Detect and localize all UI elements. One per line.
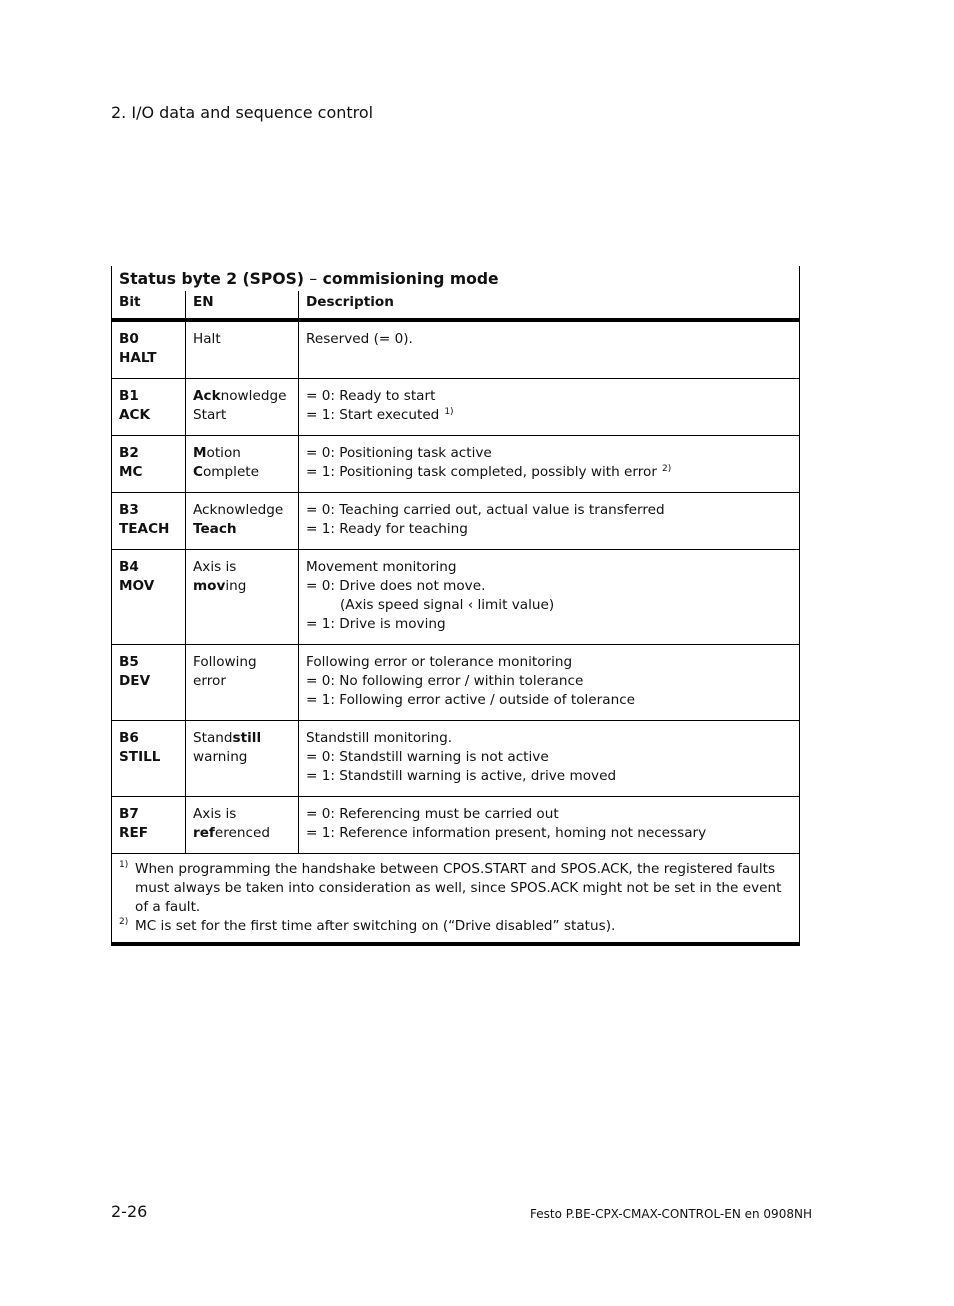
en-line (193, 387, 292, 406)
description-text: = 1: Positioning task completed, possibly with error (306, 464, 657, 480)
bit-number: B1 (119, 388, 139, 404)
bit-cell (112, 320, 186, 379)
footnote-ref: 1) (444, 407, 454, 417)
en-cell (186, 721, 299, 797)
description-line (306, 444, 793, 463)
header-bit: Bit (112, 291, 186, 320)
description-cell (299, 645, 800, 721)
en-abbrev: still (232, 730, 262, 746)
table-row (112, 493, 800, 550)
description-line (306, 406, 793, 425)
table-row (112, 645, 800, 721)
bit-number: B2 (119, 445, 139, 461)
description-text: = 1: Following error active / outside of tolerance (306, 692, 636, 708)
description-line (306, 672, 793, 691)
footnote (119, 860, 793, 917)
en-text: Axis is (193, 806, 237, 822)
description-cell (299, 550, 800, 645)
en-line (193, 805, 292, 824)
description-line (306, 748, 793, 767)
en-cell (186, 797, 299, 854)
bit-name: REF (119, 825, 149, 841)
en-line (193, 558, 292, 596)
bit-name: HALT (119, 350, 157, 366)
footnote (119, 917, 793, 936)
table-title-main: Status byte 2 (SPOS) (119, 270, 304, 288)
footnote-mark: 2) (119, 917, 129, 927)
bit-cell (112, 379, 186, 436)
en-text: warning (193, 749, 248, 765)
en-cell (186, 320, 299, 379)
description-line (306, 463, 793, 482)
footnote-text: When programming the handshake between CPOS.START and SPOS.ACK, the registered faults must always be taken into consideration as well, since SPOS.ACK might not be set in the event of a fault. (135, 861, 782, 915)
bit-name: MOV (119, 578, 155, 594)
en-text: Axis is (193, 559, 237, 575)
description-text: Reserved (= 0). (306, 331, 413, 347)
en-cell (186, 436, 299, 493)
table-row (112, 320, 800, 379)
bit-number: B7 (119, 806, 139, 822)
en-cell (186, 493, 299, 550)
description-text: Movement monitoring (306, 559, 457, 575)
en-abbrev: Ack (193, 388, 221, 404)
status-byte-table (111, 266, 800, 946)
table-row (112, 797, 800, 854)
description-text: = 0: No following error / within tolerance (306, 673, 584, 689)
en-text: omplete (202, 464, 260, 480)
en-abbrev: C (193, 464, 203, 480)
footnotes (112, 854, 800, 945)
table-row (112, 436, 800, 493)
en-line (193, 653, 292, 672)
description-line (306, 615, 793, 634)
table-row (112, 550, 800, 645)
description-line (306, 653, 793, 672)
description-text: = 0: Standstill warning is not active (306, 749, 549, 765)
bit-name: DEV (119, 673, 151, 689)
bit-cell (112, 550, 186, 645)
bit-number: B5 (119, 654, 139, 670)
bit-cell (112, 797, 186, 854)
table-row (112, 721, 800, 797)
en-text: Stand (193, 730, 233, 746)
bit-name: STILL (119, 749, 161, 765)
table-title-dash: – (309, 270, 318, 288)
section-heading: 2. I/O data and sequence control (111, 103, 374, 122)
description-cell (299, 436, 800, 493)
en-cell (186, 379, 299, 436)
footnote-text: MC is set for the first time after switching on (“Drive disabled” status). (135, 918, 616, 934)
description-text: = 0: Teaching carried out, actual value is transferred (306, 502, 665, 518)
description-text: (Axis speed signal ‹ limit value) (340, 597, 555, 613)
description-line (306, 596, 793, 615)
en-text: erenced (214, 825, 270, 841)
description-text: = 1: Standstill warning is active, drive moved (306, 768, 617, 784)
en-text: Start (193, 407, 227, 423)
description-text: = 0: Referencing must be carried out (306, 806, 559, 822)
footnotes-row (112, 854, 800, 945)
description-text: = 0: Ready to start (306, 388, 436, 404)
description-line (306, 501, 793, 520)
en-line (193, 444, 292, 463)
bit-number: B3 (119, 502, 139, 518)
table-title-row (112, 266, 800, 291)
description-line (306, 729, 793, 748)
bit-name: MC (119, 464, 143, 480)
en-line (193, 672, 292, 691)
description-text: = 0: Positioning task active (306, 445, 492, 461)
en-line (193, 501, 292, 520)
en-text: Acknowledge (193, 502, 284, 518)
bit-number: B6 (119, 730, 139, 746)
description-text: Standstill monitoring. (306, 730, 453, 746)
description-line (306, 387, 793, 406)
en-abbrev: mov (193, 578, 226, 594)
bit-number: B4 (119, 559, 139, 575)
table-row (112, 379, 800, 436)
description-cell (299, 721, 800, 797)
description-text: = 1: Reference information present, homing not necessary (306, 825, 707, 841)
header-en: EN (186, 291, 299, 320)
page-number: 2-26 (111, 1202, 148, 1221)
en-line (193, 748, 292, 767)
en-line (193, 463, 292, 482)
en-line (193, 729, 292, 748)
en-cell (186, 550, 299, 645)
description-line (306, 691, 793, 710)
description-cell (299, 379, 800, 436)
description-line (306, 767, 793, 786)
en-text: error (193, 673, 226, 689)
en-abbrev: ref (193, 825, 215, 841)
description-cell (299, 797, 800, 854)
document-reference: Festo P.BE-CPX-CMAX-CONTROL-EN en 0908NH (530, 1207, 812, 1221)
en-line (193, 824, 292, 843)
description-text: = 1: Start executed (306, 407, 440, 423)
table-title (112, 266, 800, 291)
bit-number: B0 (119, 331, 139, 347)
bit-name: TEACH (119, 521, 170, 537)
description-text: = 1: Drive is moving (306, 616, 446, 632)
description-text: = 1: Ready for teaching (306, 521, 468, 537)
en-text: nowledge (220, 388, 287, 404)
description-cell (299, 493, 800, 550)
description-line (306, 520, 793, 539)
en-text: Halt (193, 331, 221, 347)
en-line (193, 520, 292, 539)
description-cell (299, 320, 800, 379)
en-abbrev: M (193, 445, 207, 461)
en-line (193, 330, 292, 349)
description-line (306, 805, 793, 824)
footnote-ref: 2) (661, 464, 672, 474)
bit-cell (112, 645, 186, 721)
table-title-suffix: commisioning mode (322, 270, 499, 288)
table-body (112, 320, 800, 854)
en-text: ing (225, 578, 247, 594)
bit-cell (112, 493, 186, 550)
description-line (306, 577, 793, 596)
bit-name: ACK (119, 407, 151, 423)
description-text: Following error or tolerance monitoring (306, 654, 573, 670)
bit-cell (112, 721, 186, 797)
header-description: Description (299, 291, 800, 320)
bit-cell (112, 436, 186, 493)
description-line (306, 330, 793, 349)
en-text: otion (206, 445, 241, 461)
footnote-mark: 1) (119, 860, 129, 870)
description-line (306, 824, 793, 843)
en-abbrev: Teach (193, 521, 237, 537)
table-header-row (112, 291, 800, 320)
description-text: = 0: Drive does not move. (306, 578, 486, 594)
description-line (306, 558, 793, 577)
en-text: Following (193, 654, 257, 670)
en-line (193, 406, 292, 425)
en-cell (186, 645, 299, 721)
